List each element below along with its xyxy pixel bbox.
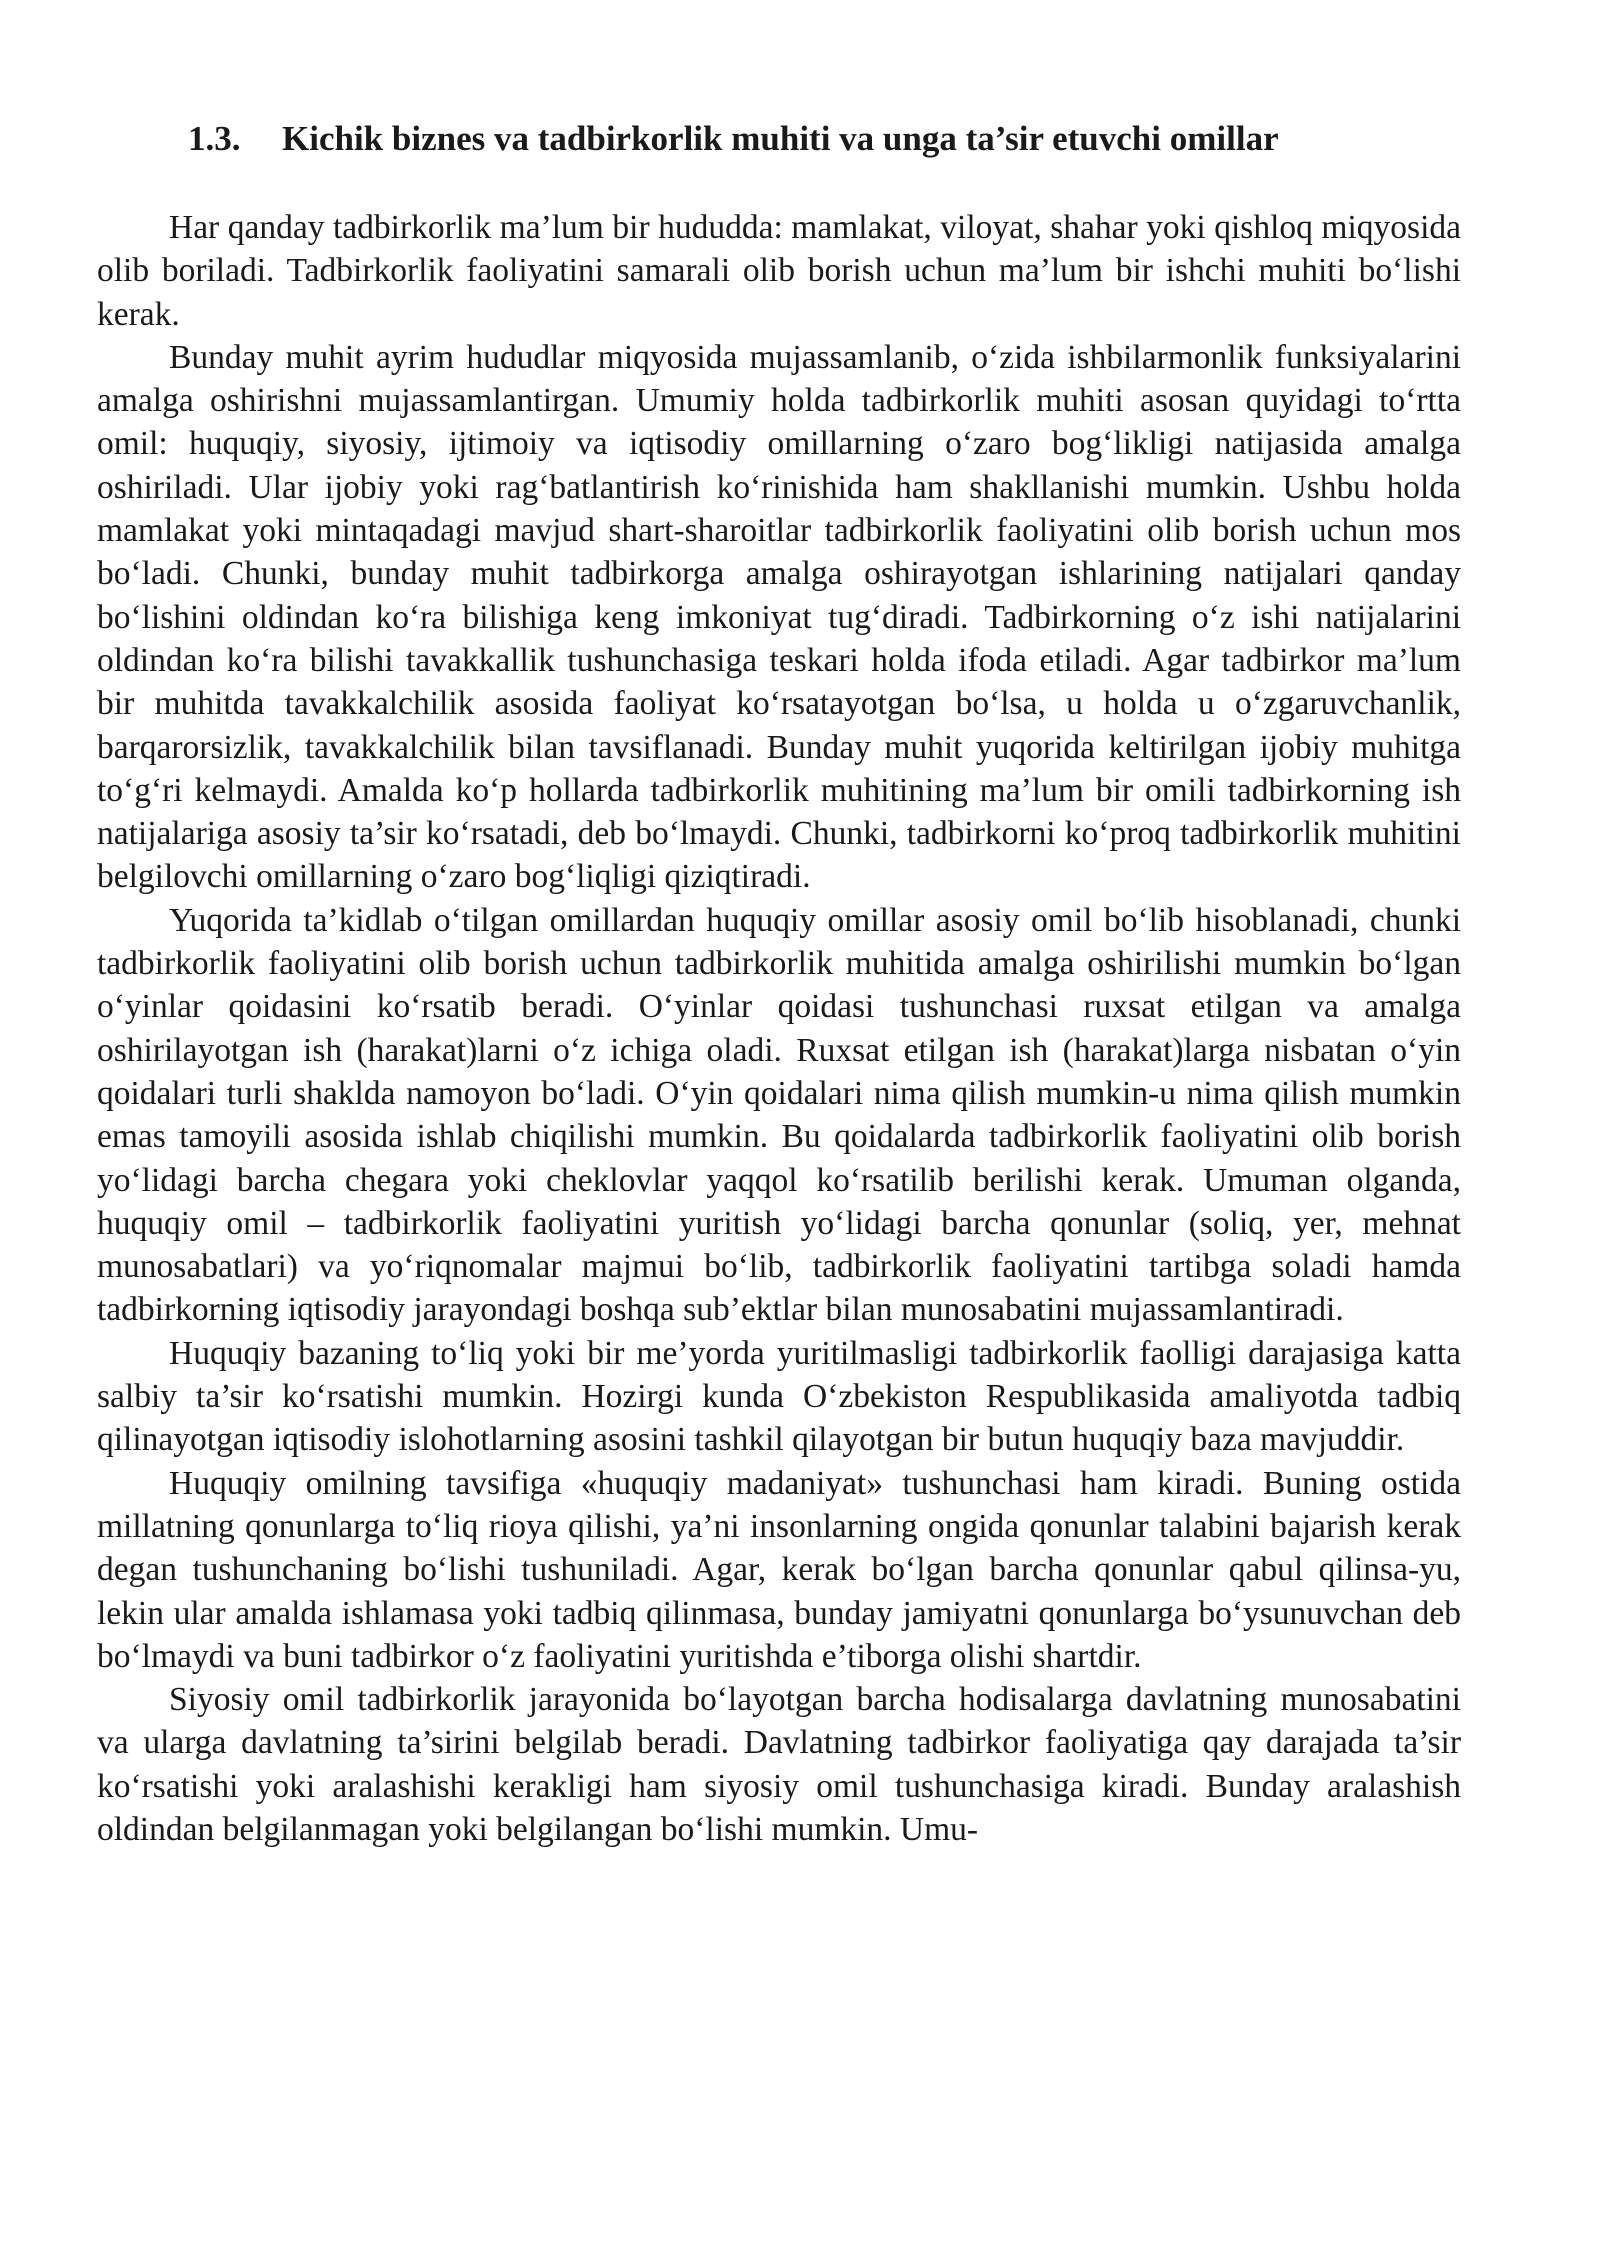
section-title: Kichik biznes va tadbirkorlik muhiti va unga ta’sir etuvchi omillar <box>282 119 1279 158</box>
document-page <box>97 118 1461 1851</box>
paragraph: Har qanday tadbirkorlik ma’lum bir hududda: mamlakat, viloyat, shahar yoki qishloq miqyosida olib boriladi. Tadbirkorlik faoliyatini samarali olib borish uchun ma’lum bir ishchi muhiti bo‘lishi kerak. <box>97 209 1461 333</box>
section-heading <box>97 118 1461 160</box>
paragraph: Huquqiy bazaning to‘liq yoki bir me’yorda yuritilmasligi tadbirkorlik faolligi darajasiga katta salbiy ta’sir ko‘rsatishi mumkin. Hozirgi kunda O‘zbekiston Respublikasida amaliyotda tadbiq qilinayotgan iqtisodiy islohotlarning asosini tashkil qilayotgan bir butun huquqiy baza mavjuddir. <box>97 1334 1461 1459</box>
section-number: 1.3. <box>188 119 241 158</box>
paragraph: Yuqorida ta’kidlab o‘tilgan omillardan huquqiy omillar asosiy omil bo‘lib hisoblanadi, chunki tadbirkorlik faoliyatini olib borish uchun tadbirkorlik muhitida amalga oshirilishi mumkin bo‘lgan o‘yinlar qoidasini ko‘rsatib beradi. O‘yinlar qoidasi tushunchasi ruxsat etilgan va amalga oshirilayotgan ish (harakat)larni o‘z ichiga oladi. Ruxsat etilgan ish (harakat)larga nisbatan o‘yin qoidalari turli shaklda namoyon bo‘ladi. O‘yin qoidalari nima qilish mumkin-u nima qilish mumkin emas tamoyili asosida ishlab chiqilishi mumkin. Bu qoidalarda tadbirkorlik faoliyatini olib borish yo‘lidagi barcha chegara yoki cheklovlar yaqqol ko‘rsatilib berilishi kerak. Umuman olganda, huquqiy omil – tadbirkorlik faoliyatini yuritish yo‘lidagi barcha qonunlar (soliq, yer, mehnat munosabatlari) va yo‘riqnomalar majmui bo‘lib, tadbirkorlik faoliyatini tartibga soladi hamda tadbirkorning iqtisodiy jarayondagi boshqa sub’ektlar bilan munosabatini mujassamlantiradi. <box>97 901 1461 1329</box>
paragraph: Bunday muhit ayrim hududlar miqyosida mujassamlanib, o‘zida ishbilarmonlik funksiyalarini amalga oshirishni mujassamlantirgan. Umumiy holda tadbirkorlik muhiti asosan quyidagi to‘rtta omil: huquqiy, siyosiy, ijtimoiy va iqtisodiy omillarning o‘zaro bog‘likligi natijasida amalga oshiriladi. Ular ijobiy yoki rag‘batlantirish ko‘rinishida ham shakllanishi mumkin. Ushbu holda mamlakat yoki mintaqadagi mavjud shart-sharoitlar tadbirkorlik faoliyatini olib borish uchun mos bo‘ladi. Chunki, bunday muhit tadbirkorga amalga oshirayotgan ishlarining natijalari qanday bo‘lishini oldindan ko‘ra bilishiga keng imkoniyat tug‘diradi. Tadbirkorning o‘z ishi natijalarini oldindan ko‘ra bilishi tavakkallik tushunchasiga teskari holda ifoda etiladi. Agar tadbirkor ma’lum bir muhitda tavakkalchilik asosida faoliyat ko‘rsatayotgan bo‘lsa, u holda u o‘zgaruvchanlik, barqarorsizlik, tavakkalchilik bilan tavsiflanadi. Bunday muhit yuqorida keltirilgan ijobiy muhitga to‘g‘ri kelmaydi. Amalda ko‘p hollarda tadbirkorlik muhitining ma’lum bir omili tadbirkorning ish natijalariga asosiy ta’sir ko‘rsatadi, deb bo‘lmaydi. Chunki, tadbirkorni ko‘proq tadbirkorlik muhitini belgilovchi omillarning o‘zaro bog‘liqligi qiziqtiradi. <box>97 338 1461 896</box>
paragraph: Huquqiy omilning tavsifiga «huquqiy madaniyat» tushunchasi ham kiradi. Buning ostida millatning qonunlarga to‘liq rioya qilishi, ya’ni insonlarning ongida qonunlar talabini bajarish kerak degan tushunchaning bo‘lishi tushuniladi. Agar, kerak bo‘lgan barcha qonunlar qabul qilinsa-yu, lekin ular amalda ishlamasa yoki tadbiq qilinmasa, bunday jamiyatni qonunlarga bo‘ysunuvchan deb bo‘lmaydi va buni tadbirkor o‘z faoliyatini yuritishda e’tiborga olishi shartdir. <box>97 1464 1461 1675</box>
paragraph: Siyosiy omil tadbirkorlik jarayonida bo‘layotgan barcha hodisalarga davlatning munosabatini va ularga davlatning ta’sirini belgilab beradi. Davlatning tadbirkor faoliyatiga qay darajada ta’sir ko‘rsatishi yoki aralashishi kerakligi ham siyosiy omil tushunchasiga kiradi. Bunday aralashish oldindan belgilanmagan yoki belgilangan bo‘lishi mumkin. Umu- <box>97 1681 1461 1848</box>
body-text <box>97 206 1461 1851</box>
